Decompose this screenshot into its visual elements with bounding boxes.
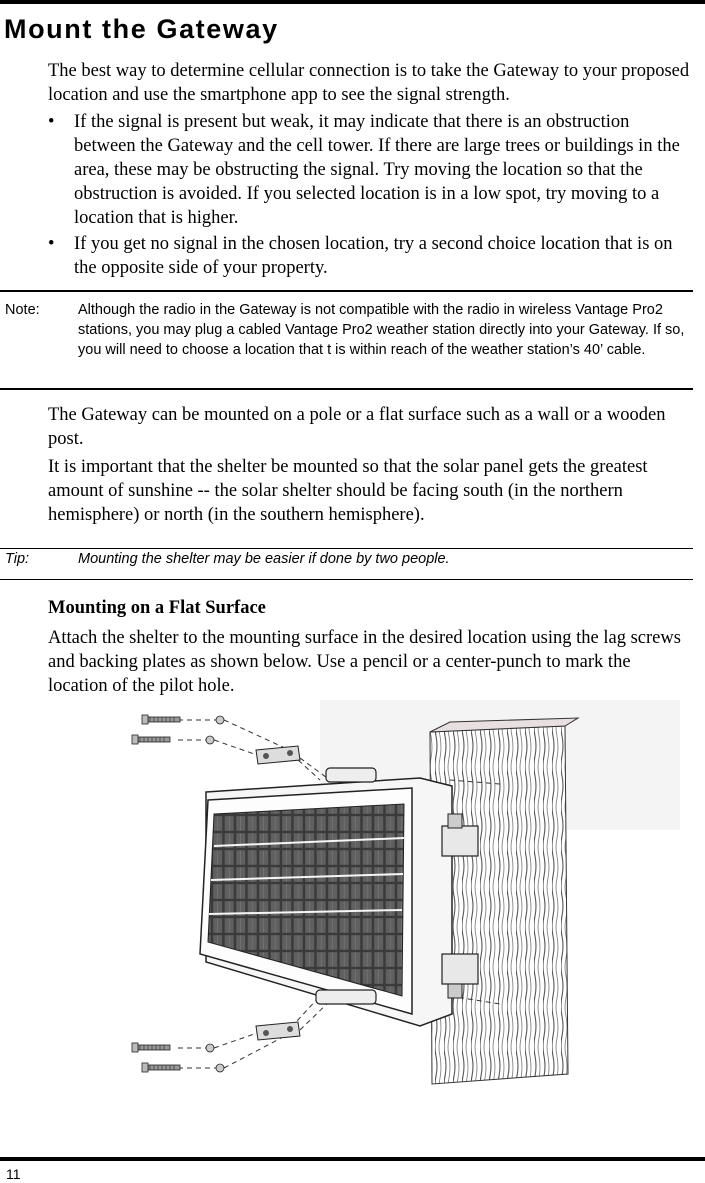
note-box [0,290,693,390]
bottom-rule [0,1157,705,1161]
bullet-text: If you get no signal in the chosen location, try a second choice location that is on the opposite side of your property. [74,234,673,278]
backing-plate-icon [256,746,300,764]
solar-shelter [200,768,452,1026]
backing-plate-icon [256,1022,300,1040]
lag-screw-icon [132,1043,214,1052]
bullet-marker: • [48,112,55,132]
sunshine-paragraph: It is important that the shelter be mounted so that the solar panel gets the greatest amount of sunshine -- the solar shelter should be facing south (in the northern hemisphere) or north (in the southern hemisphere). [48,457,648,525]
note-text: Although the radio in the Gateway is not compatible with the radio in wireless Vantage Pro2 stations, you may plug a cabled Vantage Pro2 weather station directly into your Gateway. If so, you will need to choose a location that t is within reach of the weather station’s 40’ cable. [78,302,685,358]
bullet-list [48,110,693,282]
mount-paragraph: The Gateway can be mounted on a pole or a flat surface such as a wall or a wooden post. [48,405,666,449]
bullet-item [48,232,693,280]
bullet-item [48,110,693,230]
page-title: Mount the Gateway [4,14,279,44]
mounting-diagram [120,696,685,1096]
tip-label: Tip: [5,551,30,567]
page-number: 11 [6,1166,21,1182]
tip-box [0,548,693,580]
bullet-marker: • [48,234,55,254]
lag-screw-icon [132,735,214,744]
note-label: Note: [5,302,40,318]
section-heading: Mounting on a Flat Surface [48,598,266,618]
tip-text: Mounting the shelter may be easier if done by two people. [78,551,450,567]
bullet-text: If the signal is present but weak, it may indicate that there is an obstruction between the Gateway and the cell tower. If there are large trees or buildings in the area, these may be obstructing the signal. Try moving the location so that the obstruction is avoided. If you selected location is in a low spot, try moving to a location that is higher. [74,112,680,228]
top-rule [0,0,705,4]
flat-surface-paragraph: Attach the shelter to the mounting surface in the desired location using the lag screws and backing plates as shown below. Use a pencil or a center-punch to mark the location of the pilot hole. [48,628,681,696]
intro-paragraph: The best way to determine cellular connection is to take the Gateway to your proposed location and use the smartphone app to see the signal strength. [48,61,690,105]
